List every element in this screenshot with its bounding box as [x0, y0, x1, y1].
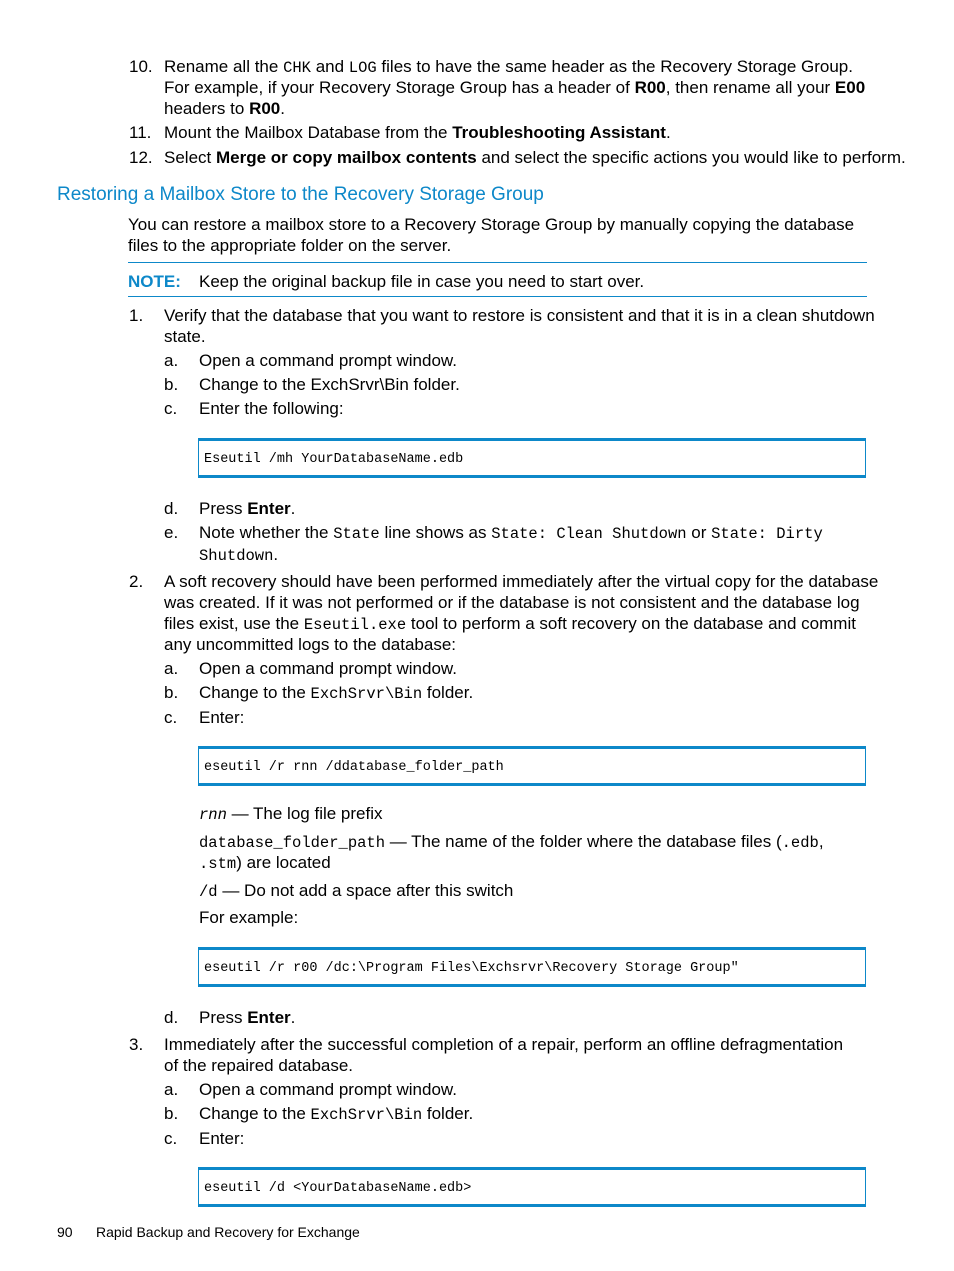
for-example: For example: [199, 908, 299, 927]
param-database-folder-path: database_folder_path — The name of the folder where the database files (.edb, [199, 832, 824, 852]
step-1-line-1: Verify that the database that you want to restore is consistent and that it is in a clean shutdown [164, 306, 875, 325]
step-3-line-2: of the repaired database. [164, 1056, 354, 1075]
step-3c: Enter: [199, 1129, 245, 1148]
substep-letter: d. [164, 1008, 179, 1027]
substep-letter: b. [164, 683, 179, 702]
page-number: 90 [57, 1224, 73, 1240]
note-top-rule [128, 262, 867, 263]
substep-letter: a. [164, 351, 179, 370]
note-text: Keep the original backup file in case you need to start over. [199, 272, 645, 291]
substep-letter: e. [164, 523, 179, 542]
step-1e-line-2: Shutdown. [199, 545, 279, 565]
step-12: Select Merge or copy mailbox contents and select the specific actions you would like to perform. [164, 148, 906, 167]
step-number: 3. [129, 1035, 144, 1054]
step-2-line-1: A soft recovery should have been performed immediately after the virtual copy for the database [164, 572, 879, 591]
step-1e-line-1: Note whether the State line shows as State: Clean Shutdown or State: Dirty [199, 523, 823, 543]
param-d-switch: /d — Do not add a space after this switch [199, 881, 514, 901]
code-text: eseutil /r r00 /dc:\Program Files\Exchsrvr\Recovery Storage Group" [204, 961, 739, 976]
note-label: NOTE: [128, 272, 181, 291]
footer-title: Rapid Backup and Recovery for Exchange [96, 1224, 360, 1240]
section-heading: Restoring a Mailbox Store to the Recovery Storage Group [57, 184, 544, 205]
intro-line-1: You can restore a mailbox store to a Recovery Storage Group by manually copying the database [128, 215, 855, 234]
note-bottom-rule [128, 296, 867, 297]
step-number: 12. [129, 148, 153, 167]
step-2a: Open a command prompt window. [199, 659, 457, 678]
substep-letter: a. [164, 659, 179, 678]
code-text: eseutil /d <YourDatabaseName.edb> [204, 1181, 472, 1196]
step-1b: Change to the ExchSrvr\Bin folder. [199, 375, 460, 394]
param-database-folder-path-line-2: .stm) are located [199, 853, 331, 873]
param-rnn: rnn — The log file prefix [199, 804, 383, 824]
step-3b: Change to the ExchSrvr\Bin folder. [199, 1104, 474, 1124]
substep-letter: c. [164, 708, 178, 727]
step-2-line-2: was created. If it was not performed or if the database is not consistent and the database log [164, 593, 860, 612]
step-1d: Press Enter. [199, 499, 296, 518]
step-1a: Open a command prompt window. [199, 351, 457, 370]
step-2d: Press Enter. [199, 1008, 296, 1027]
step-11: Mount the Mailbox Database from the Troubleshooting Assistant. [164, 123, 671, 142]
step-2-line-4: any uncommitted logs to the database: [164, 635, 457, 654]
step-number: 10. [129, 57, 153, 76]
step-1c: Enter the following: [199, 399, 344, 418]
step-10-line-2: For example, if your Recovery Storage Group has a header of R00, then rename all your E00 [164, 78, 866, 97]
code-block [198, 438, 866, 478]
step-1-line-2: state. [164, 327, 206, 346]
code-text: Eseutil /mh YourDatabaseName.edb [204, 452, 464, 467]
substep-letter: c. [164, 1129, 178, 1148]
substep-letter: d. [164, 499, 179, 518]
code-block [198, 947, 866, 987]
step-3-line-1: Immediately after the successful completion of a repair, perform an offline defragmentation [164, 1035, 844, 1054]
substep-letter: a. [164, 1080, 179, 1099]
step-number: 2. [129, 572, 144, 591]
substep-letter: b. [164, 1104, 179, 1123]
intro-line-2: files to the appropriate folder on the server. [128, 236, 452, 255]
step-number: 11. [129, 123, 152, 142]
code-block [198, 746, 866, 786]
step-2b: Change to the ExchSrvr\Bin folder. [199, 683, 474, 703]
step-10-line-1: Rename all the CHK and LOG files to have the same header as the Recovery Storage Group. [164, 57, 853, 77]
code-block [198, 1167, 866, 1207]
code-text: eseutil /r rnn /ddatabase_folder_path [204, 760, 504, 775]
step-number: 1. [129, 306, 144, 325]
substep-letter: b. [164, 375, 179, 394]
substep-letter: c. [164, 399, 178, 418]
step-2-line-3: files exist, use the Eseutil.exe tool to perform a soft recovery on the database and commit [164, 614, 856, 634]
step-2c: Enter: [199, 708, 245, 727]
step-10-line-3: headers to R00. [164, 99, 285, 118]
step-3a: Open a command prompt window. [199, 1080, 457, 1099]
